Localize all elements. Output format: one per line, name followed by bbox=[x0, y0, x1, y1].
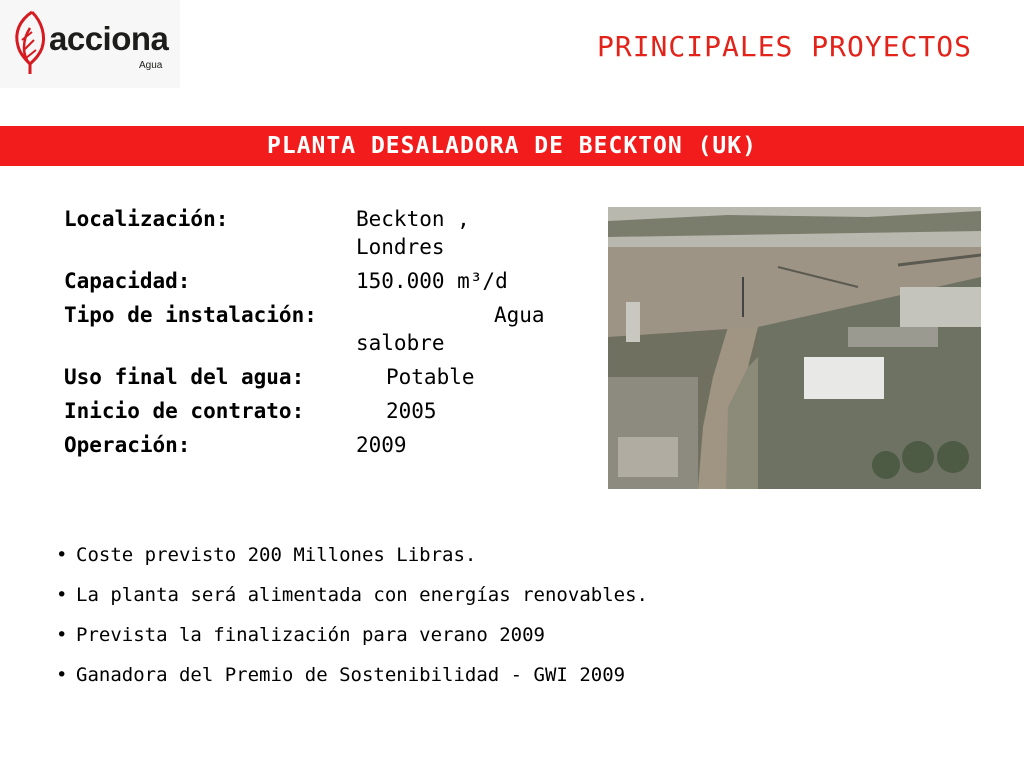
bullet-dot: • bbox=[56, 624, 68, 646]
fact-contract-start bbox=[64, 397, 584, 425]
logo-subtitle: Agua bbox=[139, 60, 163, 71]
bullet-text: La planta será alimentada con energías renovables. bbox=[76, 584, 648, 606]
list-item bbox=[56, 584, 648, 624]
fact-label: Localización: bbox=[64, 207, 229, 231]
list-item bbox=[56, 624, 648, 664]
project-facts bbox=[64, 205, 584, 465]
bullet-dot: • bbox=[56, 584, 68, 606]
logo-wordmark: acciona bbox=[49, 20, 169, 57]
plant-aerial-photo bbox=[608, 207, 981, 489]
title-banner bbox=[0, 126, 1024, 166]
fact-value: Potable bbox=[386, 365, 475, 389]
bullet-text: Coste previsto 200 Millones Libras. bbox=[76, 544, 477, 566]
fact-value: 150.000 m³/d bbox=[356, 269, 508, 293]
list-item bbox=[56, 664, 648, 704]
bullet-list bbox=[56, 544, 648, 704]
fact-value: 2005 bbox=[386, 399, 437, 423]
fact-value: Agua bbox=[494, 303, 545, 327]
page-title: PRINCIPALES PROYECTOS bbox=[596, 30, 972, 63]
fact-label: Tipo de instalación: bbox=[64, 303, 317, 327]
bullet-dot: • bbox=[56, 544, 68, 566]
fact-capacity bbox=[64, 267, 584, 295]
fact-value-continued: salobre bbox=[356, 331, 445, 355]
fact-location bbox=[64, 205, 584, 261]
bullet-text: Prevista la finalización para verano 2009 bbox=[76, 624, 545, 646]
fact-value: Beckton , Londres bbox=[356, 207, 470, 259]
list-item bbox=[56, 544, 648, 584]
bullet-dot: • bbox=[56, 664, 68, 686]
fact-installation-type bbox=[64, 301, 584, 357]
fact-label: Uso final del agua: bbox=[64, 365, 305, 389]
banner-title: PLANTA DESALADORA DE BECKTON (UK) bbox=[267, 133, 757, 159]
fact-label: Operación: bbox=[64, 433, 191, 457]
bullet-text: Ganadora del Premio de Sostenibilidad - GWI 2009 bbox=[76, 664, 626, 686]
fact-value: 2009 bbox=[356, 433, 407, 457]
fact-label: Capacidad: bbox=[64, 269, 191, 293]
leaf-tree-icon bbox=[12, 10, 48, 76]
logo bbox=[0, 0, 180, 88]
fact-end-use bbox=[64, 363, 584, 391]
fact-label: Inicio de contrato: bbox=[64, 399, 305, 423]
fact-operation bbox=[64, 431, 584, 459]
